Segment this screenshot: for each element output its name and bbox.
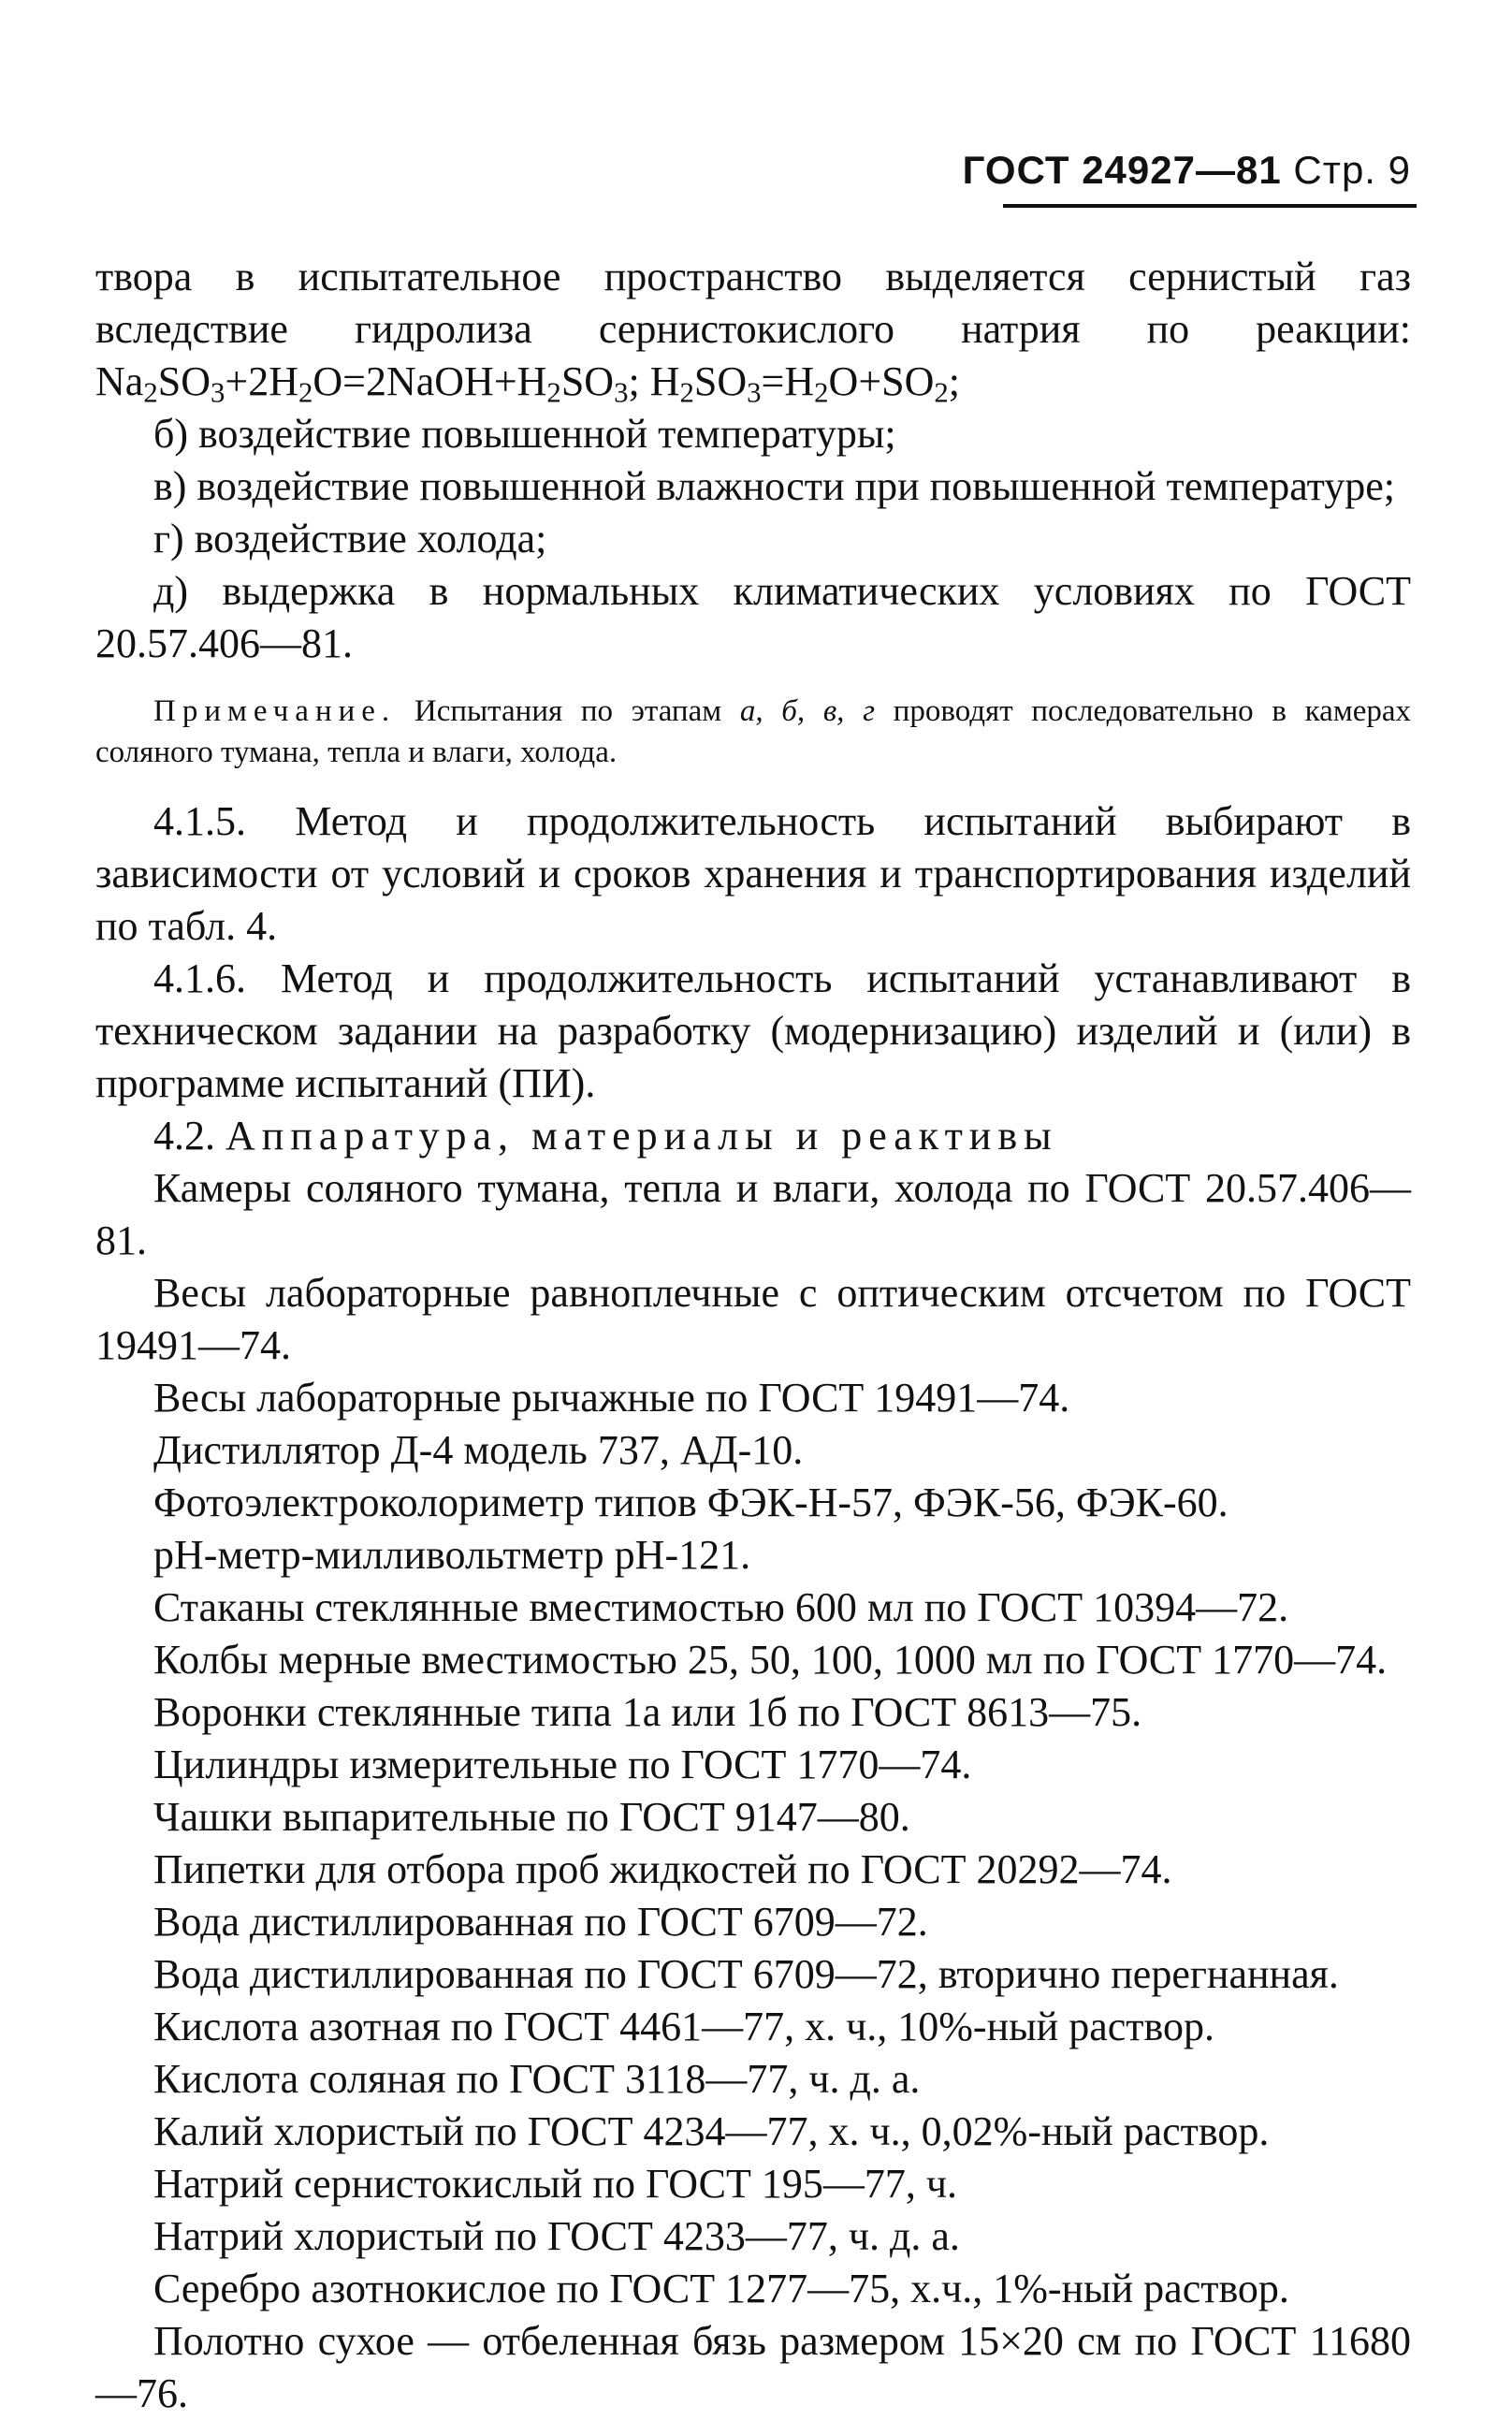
equipment-item: рН-метр-милливольтметр рН-121. <box>153 1532 751 1578</box>
equipment-item: Колбы мерные вместимостью 25, 50, 100, 1000 мл по ГОСТ 1770—74. <box>153 1637 1388 1683</box>
list-item: в) воздействие повышенной влажности при повышенной температуре; <box>153 463 1396 509</box>
equipment-item: Натрий сернистокислый по ГОСТ 195—77, ч. <box>153 2161 957 2207</box>
section-heading-4-2: 4.2. Аппаратура, материалы и реактивы <box>153 1113 1058 1159</box>
page-header <box>963 148 1411 193</box>
equipment-item: Кислота соляная по ГОСТ 3118—77, ч. д. а. <box>153 2056 921 2102</box>
list-item: д) выдержка в нормальных климатических условиях по ГОСТ 20.57.406—81. <box>95 568 1411 666</box>
note-label: Примечание. <box>153 694 397 728</box>
page-body <box>95 251 1411 2420</box>
equipment-item: Цилиндры измерительные по ГОСТ 1770—74. <box>153 1742 972 1787</box>
note: Примечание. Испытания по этапам а, б, в, г проводят последовательно в камерах соляного тумана, тепла и влаги, холода. <box>95 694 1411 769</box>
equipment-item: Стаканы стеклянные вместимостью 600 мл по ГОСТ 10394—72. <box>153 1584 1289 1630</box>
header-rule <box>1003 204 1417 208</box>
reaction-equation: $Na_2SO_3+2H_2O=2NaOH+H_2SO_3$; $H_2SO_3=H_2O+SO_2$; <box>95 358 961 409</box>
standard-number: ГОСТ 24927—81 <box>962 148 1282 192</box>
equipment-item: Серебро азотнокислое по ГОСТ 1277—75, х.ч., 1%-ный раствор. <box>153 2266 1289 2311</box>
equipment-item: Натрий хлористый по ГОСТ 4233—77, ч. д. а. <box>153 2213 960 2259</box>
intro-paragraph <box>95 251 1411 408</box>
equipment-item: Фотоэлектроколориметр типов ФЭК-Н-57, ФЭК-56, ФЭК-60. <box>153 1480 1228 1525</box>
equipment-item: Полотно сухое — отбеленная бязь размером 15×20 см по ГОСТ 11680—76. <box>95 2318 1411 2416</box>
equipment-item: Чашки выпарительные по ГОСТ 9147—80. <box>153 1794 910 1840</box>
list-item: б) воздействие повышенной температуры; <box>153 411 896 457</box>
equipment-item: Весы лабораторные равноплечные с оптическим отсчетом по ГОСТ 19491—74. <box>95 1270 1411 1368</box>
page-number: Стр. 9 <box>1293 148 1411 192</box>
equipment-item: Воронки стеклянные типа 1а или 1б по ГОСТ 8613—75. <box>153 1689 1142 1735</box>
section-4-1-6: 4.1.6. Метод и продолжительность испытаний устанавливают в техническом задании на разработку (модернизацию) изделий и (или) в программе испытаний (ПИ). <box>95 955 1411 1106</box>
equipment-item: Весы лабораторные рычажные по ГОСТ 19491—74. <box>153 1375 1070 1421</box>
intro-text: твора в испытательное пространство выделяется сернистый газ вследствие гидролиза сернистокислого натрия по реакции: <box>95 254 1411 352</box>
equipment-item: Пипетки для отбора проб жидкостей по ГОСТ 20292—74. <box>153 1846 1172 1892</box>
equipment-item: Камеры соляного тумана, тепла и влаги, холода по ГОСТ 20.57.406—81. <box>95 1165 1411 1263</box>
equipment-item: Калий хлористый по ГОСТ 4234—77, х. ч., 0,02%-ный раствор. <box>153 2108 1270 2154</box>
equipment-item: Дистиллятор Д-4 модель 737, АД-10. <box>153 1427 804 1473</box>
equipment-item: Кислота азотная по ГОСТ 4461—77, х. ч., 10%-ный раствор. <box>153 2004 1214 2049</box>
note-stages: а, б, в, г <box>739 694 875 728</box>
section-4-1-5: 4.1.5. Метод и продолжительность испытаний выбирают в зависимости от условий и сроков хранения и транспортирования изделий по табл. 4. <box>95 798 1411 949</box>
list-item: г) воздействие холода; <box>153 516 547 561</box>
equipment-item: Вода дистиллированная по ГОСТ 6709—72. <box>153 1899 928 1945</box>
equipment-item: Вода дистиллированная по ГОСТ 6709—72, вторично перегнанная. <box>153 1951 1339 1997</box>
